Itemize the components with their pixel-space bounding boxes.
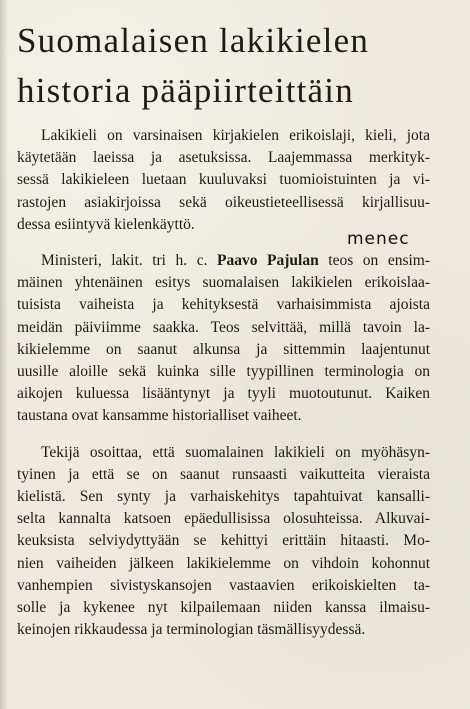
text-line: selta kannalta katsoen epäedullisissa olosuhteissa. Alkuvai- (17, 510, 430, 528)
text-line: tuisista vaiheista ja kehityksestä varhaisimmista ajoista (17, 296, 430, 314)
text-line: tyinen ja että se on saanut runsaasti vaikutteita vieraista (17, 465, 430, 483)
text-line: meidän päiviimme saakka. Teos selvittää, millä tavoin la- (17, 318, 430, 336)
text-run: teos on ensim- (318, 252, 431, 270)
author-name: Paavo Pajulan (217, 252, 319, 270)
title-line: Suomalaisen lakikielen (17, 21, 370, 60)
text-line: Lakikieli on varsinaisen kirjakielen erikoislaji, kieli, jota (41, 127, 430, 144)
text-line: dessa esiintyvä kielenkäyttö. (17, 215, 195, 233)
text-line: rastojen asiakirjoissa sekä oikeustieteellisessä kirjallisuu- (17, 193, 430, 211)
text-line: keinojen rikkaudessa ja terminologian täsmällisyydessä. (17, 621, 366, 639)
paragraph-spacer (17, 428, 430, 442)
text-run: Ministeri, lakit. tri h. c. (41, 252, 218, 270)
text-line: sessä lakikieleen luetaan kuuluvaksi tuomioistuinten ja vi- (17, 171, 430, 189)
paragraph-3 (17, 442, 430, 642)
text-line: kielistä. Sen synty ja varhaiskehitys tapahtuivat kansalli- (17, 488, 430, 506)
body-text (17, 125, 430, 641)
title-line: historia pääpiirteittäin (17, 71, 354, 110)
paragraph-spacer (17, 236, 430, 250)
paragraph-2 (17, 250, 430, 428)
paragraph-1 (17, 125, 430, 236)
handwritten-stamp: menec (347, 229, 410, 249)
page-title (17, 16, 457, 116)
text-line: aikojen kuluessa lisääntynyt ja tyyli muotoutunut. Kaiken (17, 385, 430, 403)
text-line: nien vaiheiden jälkeen lakikielemme on vihdoin kohonnut (17, 554, 430, 572)
page-edge-shadow (0, 0, 8, 709)
text-line: taustana ovat kansamme historialliset vaiheet. (17, 407, 302, 425)
text-line: mäinen yhtenäinen esitys suomalaisen lakikielen erikoislaa- (17, 274, 430, 292)
text-line: keuksista selviydyttyään se kehittyi erittäin hitaasti. Mo- (17, 532, 430, 550)
text-line (17, 250, 430, 272)
text-line: vanhempien sivistyskansojen vastaavien erikoiskielten ta- (17, 576, 430, 594)
text-line: uusille aloille sekä kuinka sille tyypillinen terminologia on (17, 363, 430, 381)
text-line: solle ja kykenee nyt kilpailemaan niiden kanssa ilmaisu- (17, 599, 430, 617)
text-line: käytetään laeissa ja asetuksissa. Laajemmassa merkityk- (17, 149, 430, 167)
text-line: Tekijä osoittaa, että suomalainen lakikieli on myöhäsyn- (41, 443, 430, 461)
text-line: kikielemme on saanut alkunsa ja sittemmin laajentunut (17, 340, 430, 358)
